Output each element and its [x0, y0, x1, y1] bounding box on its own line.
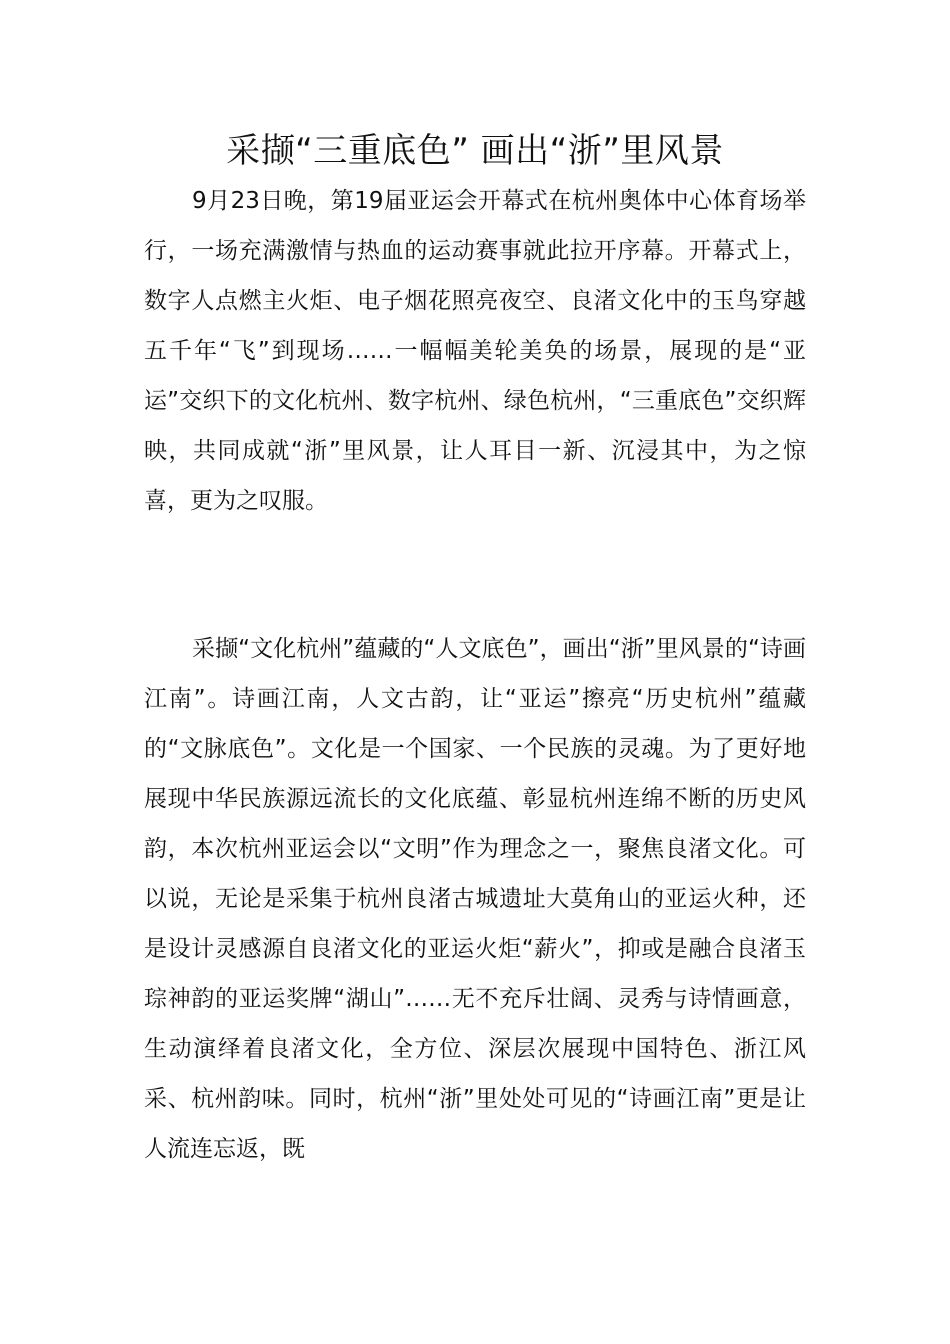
- paragraph-2: 采撷“文化杭州”蕴藏的“人文底色”，画出“浙”里风景的“诗画江南”。诗画江南，人文古韵，让“亚运”擦亮“历史杭州”蕴藏的“文脉底色”。文化是一个国家、一个民族的灵魂。为了更好地展现中华民族源远流长的文化底蕴、彰显杭州连绵不断的历史风韵，本次杭州亚运会以“文明”作为理念之一，聚焦良渚文化。可以说，无论是采集于杭州良渚古城遗址大莫角山的亚运火种，还是设计灵感源自良渚文化的亚运火炬“薪火”，抑或是融合良渚玉琮神韵的亚运奖牌“湖山”……无不充斥壮阔、灵秀与诗情画意，生动演绎着良渚文化，全方位、深层次展现中国特色、浙江风采、杭州韵味。同时，杭州“浙”里处处可见的“诗画江南”更是让人流连忘返，既: [144, 636, 806, 1162]
- document-title: 采撷“三重底色” 画出“浙”里风景: [226, 131, 724, 171]
- paragraph-1: 9月23日晚，第19届亚运会开幕式在杭州奥体中心体育场举行，一场充满激情与热血的运动赛事就此拉开序幕。开幕式上，数字人点燃主火炬、电子烟花照亮夜空、良渚文化中的玉鸟穿越五千年“飞”到现场……一幅幅美轮美奂的场景，展现的是“亚运”交织下的文化杭州、数字杭州、绿色杭州，“三重底色”交织辉映，共同成就“浙”里风景，让人耳目一新、沉浸其中，为之惊喜，更为之叹服。: [144, 188, 806, 514]
